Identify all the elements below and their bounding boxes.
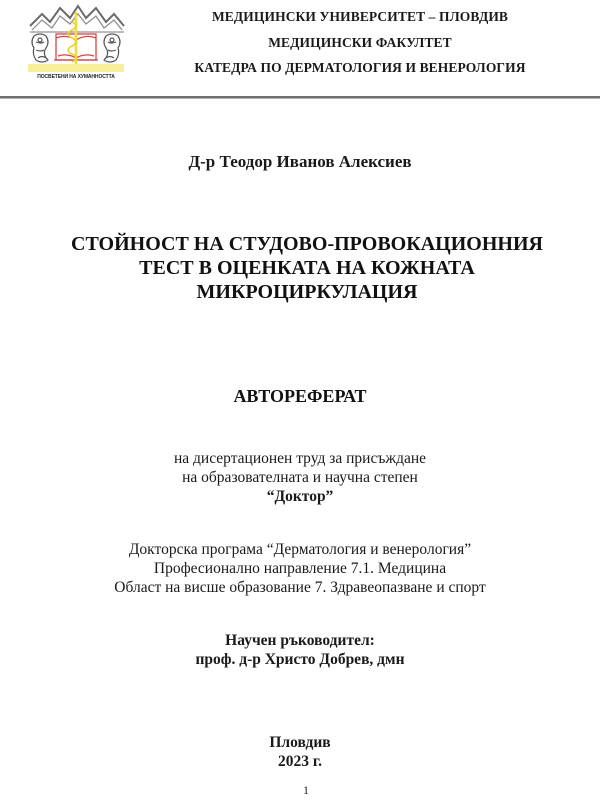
supervisor-name: проф. д-р Христо Добрев, дмн [195,651,405,668]
dissertation-title [0,232,600,304]
year: 2023 г. [277,753,323,770]
place-and-year [0,733,600,771]
title-line-3: МИКРОЦИРКУЛАЦИЯ [196,281,418,303]
institution-header [140,4,580,81]
doctoral-program-info [0,540,600,597]
supervisor-block [0,631,600,669]
medical-university-crest-icon [24,2,128,74]
degree-purpose [0,449,600,506]
university-logo [24,2,128,84]
faculty-name: МЕДИЦИНСКИ ФАКУЛТЕТ [268,34,452,50]
education-area: Област на висше образование 7. Здравеопазване и спорт [114,579,486,596]
degree-name: “Доктор” [266,488,334,505]
professional-field: Професионално направление 7.1. Медицина [153,560,447,577]
supervisor-label: Научен ръководител: [225,632,375,649]
university-name: МЕДИЦИНСКИ УНИВЕРСИТЕТ – ПЛОВДИВ [211,9,509,24]
doctoral-program: Докторска програма “Дерматология и венерология” [128,541,472,558]
purpose-line-2: на образователната и научна степен [182,469,418,486]
title-line-1: СТОЙНОСТ НА СТУДОВО-ПРОВОКАЦИОННИЯ [71,233,543,255]
document-type: АВТОРЕФЕРАТ [233,386,367,406]
logo-motto: ПОСВЕТЕНИ НА ХУМАННОСТТА [37,74,115,80]
author-name: Д-р Теодор Иванов Алексиев [188,152,412,171]
purpose-line-1: на дисертационен труд за присъждане [173,450,427,467]
city: Пловдив [269,734,331,751]
title-line-2: ТЕСТ В ОЦЕНКАТА НА КОЖНАТА [139,257,475,279]
page-number: 1 [303,783,309,797]
department-name: КАТЕДРА ПО ДЕРМАТОЛОГИЯ И ВЕНЕРОЛОГИЯ [194,60,526,75]
header-divider [0,96,600,99]
